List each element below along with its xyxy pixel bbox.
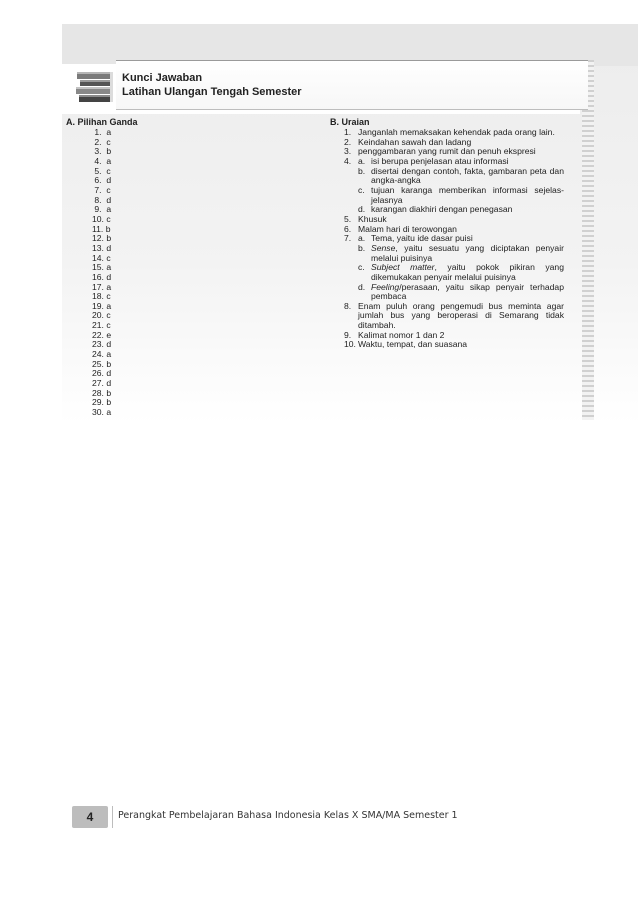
essay-subitem (358, 167, 564, 186)
answer-item: 1. a (92, 127, 112, 137)
essay-subitem-label: d. (358, 281, 366, 292)
essay-item-number: 2. (344, 136, 352, 147)
essay-subitem-label: c. (358, 184, 365, 195)
page-subtitle: Latihan Ulangan Tengah Semester (122, 86, 302, 98)
answer-item: 7. c (92, 184, 111, 195)
answer-item: 19. a (92, 300, 112, 311)
answer-item: 13. d (92, 242, 112, 253)
essay-answers (344, 128, 564, 350)
decorative-right-strip (582, 60, 594, 420)
essay-item-number: 7. (344, 233, 352, 244)
essay-subitem-label: a. (358, 155, 366, 166)
answer-item: 14. c (92, 252, 111, 263)
answer-item: 5. c (92, 165, 111, 176)
essay-subitem-text: isi berupa penjelasan atau informasi (371, 155, 509, 166)
essay-subitem-label: d. (358, 204, 366, 215)
essay-item-text: Enam puluh orang pengemudi bus meminta agar jumlah bus yang beroperasi di Semarang tidak ditambah. (358, 300, 564, 331)
answer-item: 8. d (92, 194, 112, 205)
essay-item-text: Kalimat nomor 1 dan 2 (358, 329, 445, 340)
essay-subitem-label: b. (358, 165, 366, 176)
answer-item: 30. a (92, 407, 112, 418)
essay-item (344, 302, 564, 331)
essay-item-number: 3. (344, 146, 352, 157)
answer-item: 28. b (92, 387, 112, 398)
answer-item: 26. d (92, 368, 112, 379)
page-number: 4 (72, 806, 108, 828)
essay-subitem-text: Sense, yaitu sesuatu yang diciptakan penyair melalui puisinya (371, 242, 564, 263)
essay-item-number: 8. (344, 300, 352, 311)
answer-item: 10. c (92, 213, 111, 224)
essay-subitem-text: disertai dengan contoh, fakta, gambaran peta dan angka-angka (371, 165, 564, 186)
essay-item-number: 10. (344, 339, 356, 350)
essay-item-number: 6. (344, 223, 352, 234)
answer-item: 18. c (92, 291, 111, 302)
multiple-choice-answers (92, 128, 111, 418)
essay-subitem-label: a. (358, 233, 366, 244)
answer-item: 2. c (92, 136, 111, 147)
essay-item-number: 9. (344, 329, 352, 340)
answer-item: 11. b (92, 223, 111, 234)
section-a-heading: A. Pilihan Ganda (66, 117, 138, 127)
answer-item: 20. c (92, 310, 111, 321)
essay-item (344, 234, 564, 302)
section-b-heading: B. Uraian (330, 117, 370, 127)
answer-item: 21. c (92, 320, 111, 331)
answer-item: 17. a (92, 281, 112, 292)
answer-item: 22. e (92, 329, 112, 340)
header-band (116, 60, 588, 110)
essay-item-text: Waktu, tempat, dan suasana (358, 339, 468, 350)
essay-subitem-text: Tema, yaitu ide dasar puisi (371, 233, 473, 244)
answer-item: 16. d (92, 271, 112, 282)
essay-subitem-label: b. (358, 242, 366, 253)
answer-item: 25. b (92, 358, 112, 369)
answer-item: 9. a (92, 204, 112, 215)
essay-item (344, 157, 564, 215)
footer-divider (112, 806, 113, 828)
answer-item: 24. a (92, 349, 112, 360)
answer-item: 4. a (92, 155, 112, 166)
essay-subitem-text: karangan diakhiri dengan penegasan (371, 204, 513, 215)
essay-item-number: 5. (344, 213, 352, 224)
answer-item: 3. b (92, 146, 112, 157)
essay-subitem-label: c. (358, 262, 365, 273)
essay-subitem (358, 244, 564, 263)
essay-item-text: Khusuk (358, 213, 387, 224)
essay-item-number: 4. (344, 155, 352, 166)
essay-subitem (358, 263, 564, 282)
essay-subitem-text: tujuan karanga memberikan informasi sejelas-jelasnya (371, 184, 564, 205)
essay-subitem (358, 205, 564, 215)
footer-book-title: Perangkat Pembelajaran Bahasa Indonesia Kelas X SMA/MA Semester 1 (118, 810, 458, 821)
essay-item (344, 340, 564, 350)
essay-item-text: Malam hari di terowongan (358, 223, 457, 234)
essay-subitem-text: Subject matter, yaitu pokok pikiran yang dikemukakan penyair melalui puisinya (371, 262, 564, 282)
essay-subitem (358, 283, 564, 302)
essay-item-text: penggambaran yang rumit dan penuh ekspresi (358, 146, 536, 157)
answer-item: 23. d (92, 339, 112, 350)
essay-subitem (358, 186, 564, 205)
essay-item-text: Janganlah memaksakan kehendak pada orang lain. (358, 127, 555, 137)
answer-item: 6. d (92, 175, 112, 186)
answer-item: 29. b (92, 397, 112, 408)
answer-item: 12. b (92, 233, 112, 244)
book-stack-icon (74, 68, 118, 106)
answer-item: 15. a (92, 262, 112, 273)
essay-subitem-text: Feeling/perasaan, yaitu sikap penyair terhadap pembaca (371, 281, 564, 302)
page-title: Kunci Jawaban (122, 72, 203, 84)
essay-item-text: Keindahan sawah dan ladang (358, 136, 472, 147)
answer-item: 27. d (92, 378, 112, 389)
essay-item-number: 1. (344, 127, 352, 137)
